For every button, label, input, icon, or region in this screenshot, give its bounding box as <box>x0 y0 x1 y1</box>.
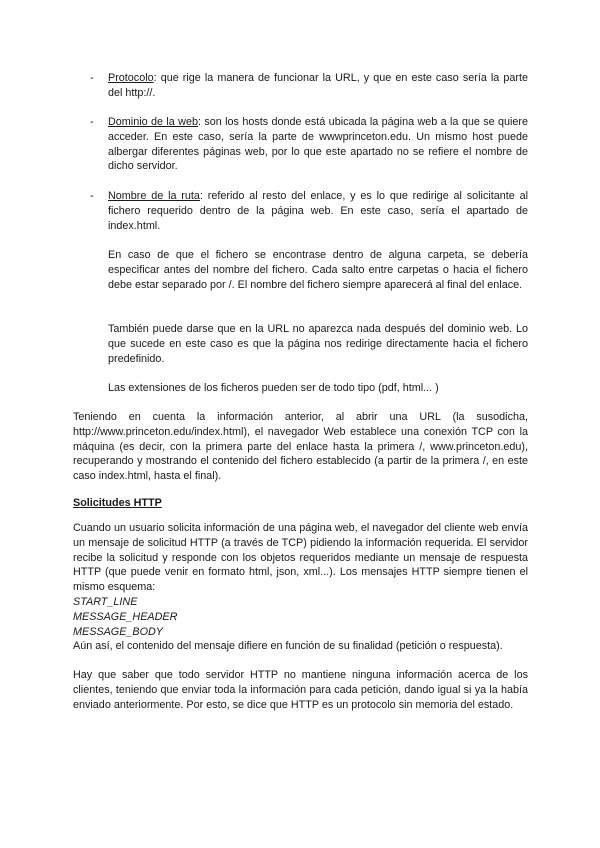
summary-paragraph: Teniendo en cuenta la información anterior, al abrir una URL (la susodicha, http://www.princeton.edu/index.html), el navegador Web establece una conexión TCP con la máquina (es decir, con la primera parte del enlace hasta la primera /, www.princeton.edu), recuperando y mostrando el contenido del fichero establecido (a partir de la primera /, en este caso index.html, hasta el final). <box>73 411 528 483</box>
bullet-text: : referido al resto del enlace, y es lo que redirige al solicitante al fichero requerido dentro de la página web. En este caso, sería el apartado de index.html. <box>108 190 529 232</box>
schema-start-line: START_LINE <box>73 595 138 608</box>
stateless-paragraph: Hay que saber que todo servidor HTTP no mantiene ninguna información acerca de los clientes, teniendo que enviar toda la información para cada petición, dando igual si ya la había enviado anteriormente. Por esto, se dice que HTTP es un protocolo sin memoria del estado. <box>73 669 528 711</box>
ruta-paragraph-extensiones: Las extensiones de los ficheros pueden ser de todo tipo (pdf, html... ) <box>108 382 439 394</box>
http-paragraph <box>73 521 528 654</box>
ruta-paragraph-predefinido: También puede darse que en la URL no aparezca nada después del dominio web. Lo que sucede en este caso es que la página nos redirige directamente hacia el fichero predefinido. <box>108 323 528 365</box>
after-schema: Aún así, el contenido del mensaje difiere en función de su finalidad (petición o respuesta). <box>73 640 503 653</box>
section-heading: Solicitudes HTTP <box>73 497 162 509</box>
schema-message-header: MESSAGE_HEADER <box>73 610 178 623</box>
bullet-text: : son los hosts donde está ubicada la página web a la que se quiere acceder. En este caso, sería la parte de wwwprinceton.edu. Un mismo host puede albergar diferentes páginas web, por lo que este apartado no se refiere el nombre de dicho servidor. <box>108 116 529 173</box>
bullet-dominio <box>108 115 528 174</box>
http-intro: Cuando un usuario solicita información de una página web, el navegador del cliente web envía un mensaje de solicitud HTTP (a través de TCP) pidiendo la información requerida. El servidor recibe la solicitud y responde con los objetos requeridos mediante un mensaje de respuesta HTTP (que puede venir en formato html, json, xml...). Los mensajes HTTP siempre tienen el mismo esquema: <box>73 522 528 594</box>
bullet-term: Nombre de la ruta <box>108 190 200 202</box>
bullet-dash: - <box>90 190 94 202</box>
bullet-text: : que rige la manera de funcionar la URL, y que en este caso sería la parte del http://. <box>108 72 528 99</box>
bullet-term: Dominio de la web <box>108 116 198 128</box>
bullet-dash: - <box>90 72 94 84</box>
bullet-ruta <box>108 189 528 233</box>
bullet-protocolo <box>108 71 528 101</box>
ruta-paragraph-carpetas: En caso de que el fichero se encontrase dentro de alguna carpeta, se debería especificar antes del nombre del fichero. Cada salto entre carpetas o hacia el fichero debe estar separado por /. El nombre del fichero siempre aparecerá al final del enlace. <box>108 249 528 291</box>
schema-message-body: MESSAGE_BODY <box>73 625 164 638</box>
bullet-term: Protocolo <box>108 72 154 84</box>
bullet-dash: - <box>90 116 94 128</box>
